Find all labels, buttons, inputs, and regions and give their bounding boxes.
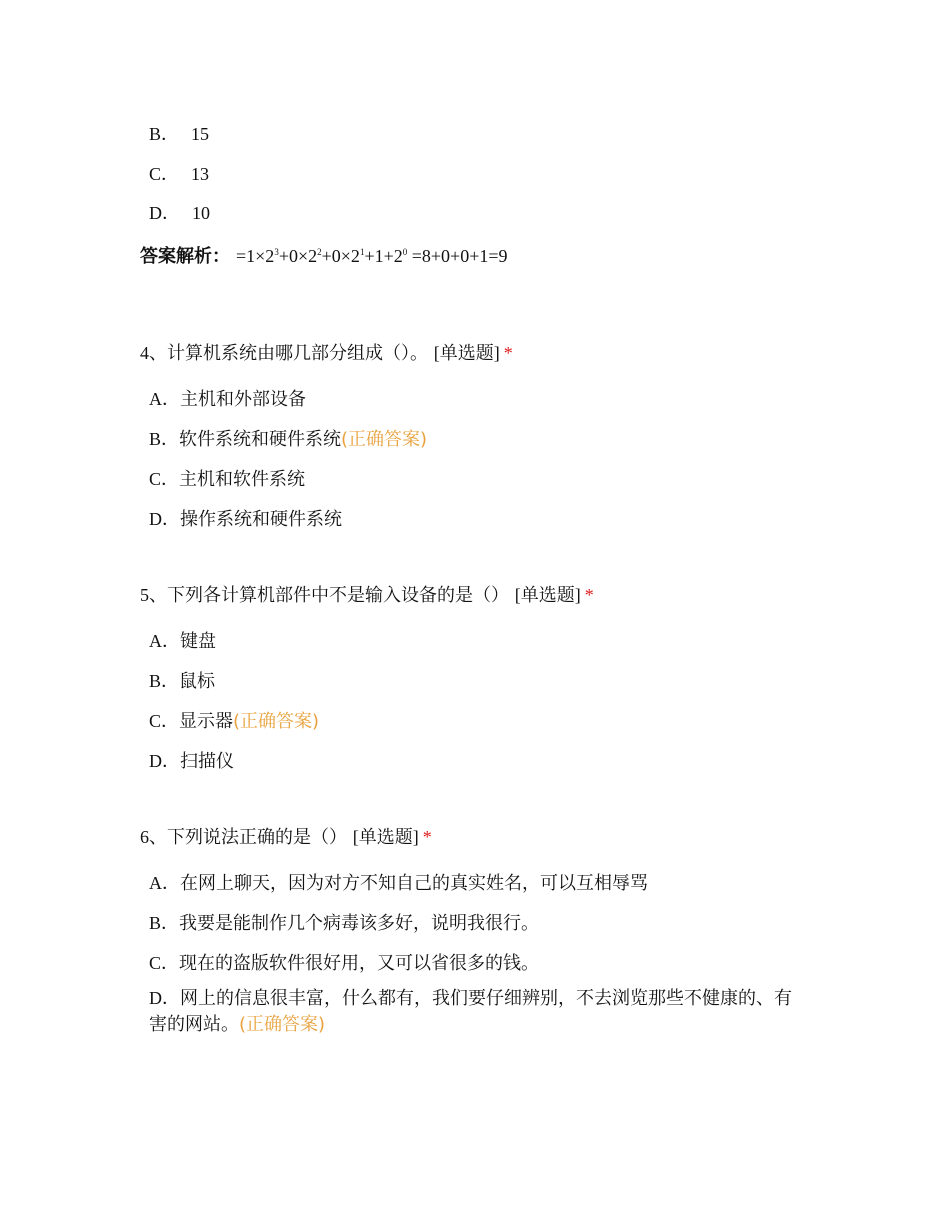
option-text: 15 <box>191 124 210 144</box>
option-letter: C． <box>149 953 180 973</box>
option-b <box>149 911 539 936</box>
option-letter: D． <box>149 203 180 223</box>
required-mark: * <box>422 827 432 847</box>
question-title <box>140 583 594 608</box>
option-letter: C． <box>149 711 180 731</box>
option-c <box>149 951 539 976</box>
analysis-label: 答案解析： <box>140 246 230 267</box>
question-text: 下列各计算机部件中不是输入设备的是（） <box>167 585 509 606</box>
question-text: 下列说法正确的是（） <box>167 827 347 848</box>
option-text: 主机和软件系统 <box>179 469 306 490</box>
option-c <box>149 162 209 187</box>
option-text: 鼠标 <box>179 671 216 692</box>
required-mark: * <box>503 343 513 363</box>
option-letter: A． <box>149 631 180 651</box>
option-text: 键盘 <box>180 631 216 652</box>
option-letter: D． <box>149 751 180 771</box>
analysis-formula: $=1\times 2^3+0\times 2^2+0\times 2^1+1+2^0 =8+0+0+1=9$ <box>236 246 508 266</box>
option-letter: D． <box>149 509 180 529</box>
option-d <box>149 985 809 1038</box>
option-text: 操作系统和硬件系统 <box>180 509 342 530</box>
option-d <box>149 749 234 774</box>
option-text: 软件系统和硬件系统 <box>179 429 342 450</box>
correct-answer-tag: (正确答案) <box>239 1014 326 1035</box>
correct-answer-tag: (正确答案) <box>341 429 428 450</box>
option-d <box>149 201 210 226</box>
option-a <box>149 629 216 654</box>
option-a <box>149 871 648 896</box>
option-a <box>149 387 306 412</box>
question-type: [单选题] <box>352 827 419 847</box>
correct-answer-tag: (正确答案) <box>233 711 320 732</box>
option-text: 网上的信息很丰富，什么都有，我们要仔细辨别，不去浏览那些不健康的、有害的网站。 <box>149 988 792 1035</box>
question-number: 6、 <box>140 827 167 847</box>
option-letter: A． <box>149 873 180 893</box>
required-mark: * <box>584 585 594 605</box>
option-b <box>149 427 427 452</box>
question-text: 计算机系统由哪几部分组成（）。 <box>167 343 428 364</box>
option-d <box>149 507 342 532</box>
option-text: 10 <box>192 203 210 223</box>
option-text: 13 <box>191 164 210 184</box>
option-b <box>149 122 209 147</box>
option-text: 扫描仪 <box>180 751 234 772</box>
option-text: 主机和外部设备 <box>180 389 306 410</box>
option-letter: A． <box>149 389 180 409</box>
option-text: 现在的盗版软件很好用，又可以省很多的钱。 <box>179 953 540 974</box>
option-letter: D． <box>149 988 180 1008</box>
option-text: 显示器 <box>179 711 234 732</box>
option-text: 我要是能制作几个病毒该多好，说明我很行。 <box>179 913 540 934</box>
option-letter: C． <box>149 469 180 489</box>
answer-analysis <box>140 240 508 269</box>
question-type: [单选题] <box>514 585 581 605</box>
option-letter: B． <box>149 671 180 691</box>
question-number: 4、 <box>140 343 167 363</box>
option-letter: B． <box>149 913 180 933</box>
question-type: [单选题] <box>433 343 500 363</box>
option-text: 在网上聊天，因为对方不知自己的真实姓名，可以互相辱骂 <box>180 873 648 894</box>
option-c <box>149 709 319 734</box>
question-title <box>140 825 432 850</box>
question-title <box>140 341 513 366</box>
option-letter: B． <box>149 124 180 144</box>
option-b <box>149 669 215 694</box>
option-c <box>149 467 305 492</box>
option-letter: B． <box>149 429 180 449</box>
option-letter: C． <box>149 164 180 184</box>
question-number: 5、 <box>140 585 167 605</box>
